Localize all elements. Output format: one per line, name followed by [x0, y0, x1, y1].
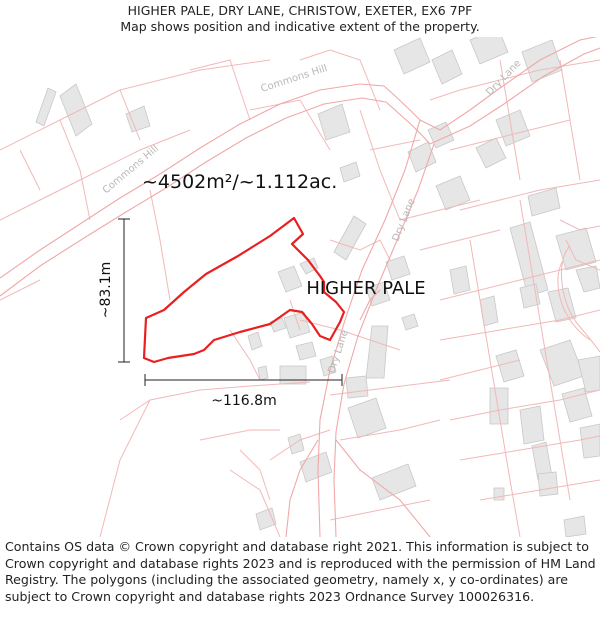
building [510, 222, 548, 296]
building [300, 452, 332, 482]
road-label-dry-lane: Dry Lane [484, 57, 524, 99]
copyright-notice: Contains OS data © Crown copyright and database right 2021. This information is subject to Crown copyright and database rights 2023 and is reproduced with the permission of HM Land Registry. The polygons (including the associated geometry, namely x, y co-ordinates) are subject to Crown copyright and database rights 2023 Ordnance Survey 100026316. [5, 539, 596, 604]
building [564, 516, 586, 537]
building [346, 376, 368, 398]
building [578, 356, 600, 392]
building [256, 508, 276, 530]
building [494, 488, 504, 500]
building [278, 266, 302, 292]
building [432, 50, 462, 84]
building [576, 266, 600, 292]
building [348, 398, 386, 438]
property-name-label: HIGHER PALE [306, 278, 426, 299]
building [436, 176, 470, 210]
height-dimension-label: ~83.1m [98, 261, 114, 319]
building [540, 340, 584, 386]
building [248, 332, 262, 350]
building [270, 318, 286, 332]
building [288, 434, 304, 454]
property-address-title: HIGHER PALE, DRY LANE, CHRISTOW, EXETER, EX6 7PF [127, 3, 473, 18]
road-label-dry-lane: Dry Lane [390, 197, 418, 244]
area-label: ~4502m²/~1.112ac. [142, 171, 338, 193]
road-label-commons-hill: Commons Hill [259, 62, 329, 95]
road-label-commons-hill: Commons Hill [100, 143, 162, 197]
building [496, 350, 524, 382]
building [520, 406, 544, 444]
map-svg [0, 37, 600, 537]
building [280, 366, 306, 384]
building [334, 216, 366, 260]
building [470, 37, 508, 64]
building [36, 88, 56, 126]
building [580, 424, 600, 458]
building [480, 296, 498, 326]
building [450, 266, 470, 294]
road-label-dry-lane: Dry Lane [326, 328, 351, 375]
building [372, 464, 416, 500]
building [340, 162, 360, 182]
building [490, 388, 508, 424]
building [402, 314, 418, 330]
building [366, 326, 388, 378]
building [126, 106, 150, 132]
building [394, 38, 430, 74]
map-canvas[interactable] [0, 37, 600, 537]
building [318, 104, 350, 140]
building [60, 84, 92, 136]
building [296, 342, 316, 360]
map-header [0, 0, 600, 41]
building [522, 40, 562, 82]
map-subtitle: Map shows position and indicative extent of the property. [120, 19, 480, 34]
width-dimension-label: ~116.8m [211, 393, 277, 409]
building [538, 472, 558, 496]
